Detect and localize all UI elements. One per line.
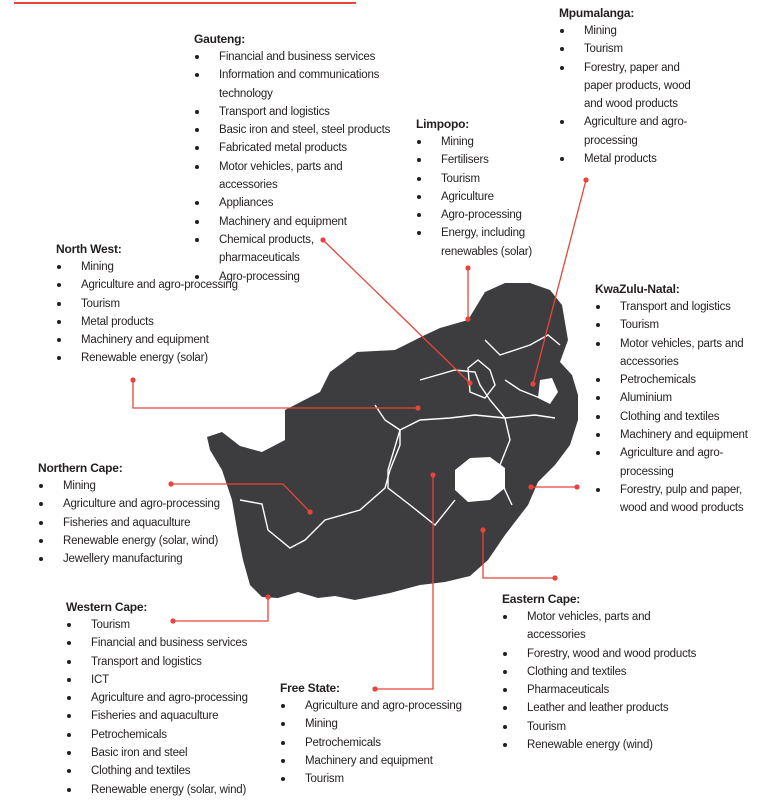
list-item: Petrochemicals <box>595 371 755 389</box>
list-item: Motor vehicles, parts and accessories <box>595 335 755 372</box>
list-item: Mining <box>559 22 709 40</box>
list-item: Machinery and equipment <box>194 213 394 231</box>
list-item: Agriculture and agro-processing <box>66 689 266 707</box>
list-item: Tourism <box>66 616 266 634</box>
list-item: Basic iron and steel <box>66 744 266 762</box>
province-eastern-cape <box>502 592 702 754</box>
province-northern-cape <box>38 461 248 568</box>
list-item: Pharmaceuticals <box>502 681 702 699</box>
list-item: Clothing and textiles <box>502 663 702 681</box>
province-free-state <box>280 681 480 788</box>
province-title: Eastern Cape: <box>502 592 581 606</box>
list-item: Agriculture and agro-processing <box>56 276 256 294</box>
industry-list <box>502 608 702 754</box>
list-item: Fisheries and aquaculture <box>66 707 266 725</box>
list-item: Energy, including renewables (solar) <box>416 224 536 261</box>
list-item: Tourism <box>416 170 536 188</box>
province-title: Western Cape: <box>66 600 148 614</box>
industry-list <box>66 616 266 799</box>
province-title: Mpumalanga: <box>559 6 635 20</box>
list-item: Information and communications technology <box>194 66 394 103</box>
list-item: Financial and business services <box>66 634 266 652</box>
list-item: Transport and logistics <box>194 103 394 121</box>
province-limpopo <box>416 117 536 261</box>
list-item: Agro-processing <box>416 206 536 224</box>
list-item: Renewable energy (wind) <box>502 736 702 754</box>
list-item: Agriculture and agro-processing <box>559 113 709 150</box>
province-title: KwaZulu-Natal: <box>595 282 680 296</box>
list-item: Fisheries and aquaculture <box>38 514 248 532</box>
list-item: ICT <box>66 671 266 689</box>
province-title: Northern Cape: <box>38 461 123 475</box>
list-item: Machinery and equipment <box>595 426 755 444</box>
province-north-west <box>56 242 256 368</box>
industry-list <box>38 477 248 568</box>
list-item: Agriculture and agro-processing <box>595 444 755 481</box>
list-item: Aluminium <box>595 389 755 407</box>
list-item: Machinery and equipment <box>280 752 480 770</box>
list-item: Renewable energy (solar, wind) <box>66 781 266 799</box>
list-item: Chemical products, pharmaceuticals <box>194 231 394 268</box>
industry-list <box>416 133 536 261</box>
list-item: Petrochemicals <box>280 734 480 752</box>
list-item: Tourism <box>502 718 702 736</box>
list-item: Appliances <box>194 194 394 212</box>
country-shape <box>207 283 578 600</box>
list-item: Renewable energy (solar, wind) <box>38 532 248 550</box>
list-item: Tourism <box>559 40 709 58</box>
province-title: Free State: <box>280 681 340 695</box>
list-item: Clothing and textiles <box>595 408 755 426</box>
list-item: Motor vehicles, parts and accessories <box>502 608 702 645</box>
list-item: Forestry, wood and wood products <box>502 645 702 663</box>
list-item: Renewable energy (solar) <box>56 349 256 367</box>
industry-list <box>280 697 480 788</box>
list-item: Transport and logistics <box>66 653 266 671</box>
list-item: Motor vehicles, parts and accessories <box>194 158 394 195</box>
list-item: Machinery and equipment <box>56 331 256 349</box>
list-item: Metal products <box>56 313 256 331</box>
list-item: Tourism <box>595 316 755 334</box>
list-item: Agriculture <box>416 188 536 206</box>
list-item: Mining <box>280 715 480 733</box>
list-item: Forestry, pulp and paper, wood and wood products <box>595 481 755 518</box>
list-item: Basic iron and steel, steel products <box>194 121 394 139</box>
industry-list <box>56 258 256 368</box>
list-item: Forestry, paper and paper products, wood and wood products <box>559 59 709 114</box>
industry-list <box>595 298 755 518</box>
list-item: Leather and leather products <box>502 699 702 717</box>
industry-list <box>559 22 709 168</box>
list-item: Tourism <box>280 770 480 788</box>
province-kwazulu-natal <box>595 282 755 518</box>
list-item: Financial and business services <box>194 48 394 66</box>
province-western-cape <box>66 600 266 799</box>
province-title: North West: <box>56 242 122 256</box>
list-item: Mining <box>416 133 536 151</box>
list-item: Fabricated metal products <box>194 139 394 157</box>
list-item: Agriculture and agro-processing <box>280 697 480 715</box>
province-mpumalanga <box>559 6 709 168</box>
list-item: Agriculture and agro-processing <box>38 495 248 513</box>
province-title: Limpopo: <box>416 117 470 131</box>
list-item: Tourism <box>56 295 256 313</box>
list-item: Agro-processing <box>194 268 394 286</box>
list-item: Mining <box>56 258 256 276</box>
province-title: Gauteng: <box>194 32 246 46</box>
list-item: Fertilisers <box>416 151 536 169</box>
list-item: Clothing and textiles <box>66 762 266 780</box>
list-item: Transport and logistics <box>595 298 755 316</box>
list-item: Metal products <box>559 150 709 168</box>
list-item: Petrochemicals <box>66 726 266 744</box>
list-item: Mining <box>38 477 248 495</box>
list-item: Jewellery manufacturing <box>38 550 248 568</box>
